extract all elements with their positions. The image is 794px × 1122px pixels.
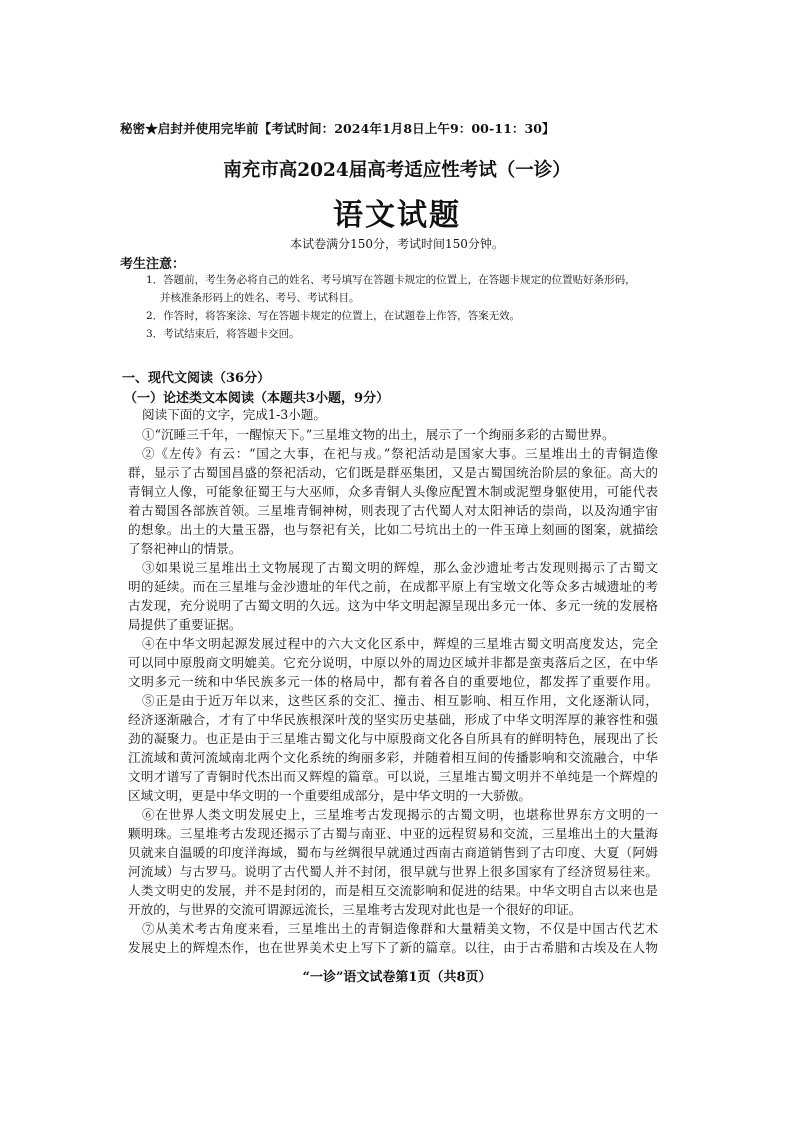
passage-line: 颗明珠。三星堆考古发现还揭示了古蜀与南亚、中亚的远程贸易和交流，三星堆出土的大量海 — [128, 826, 658, 841]
passage-line: ③如果说三星堆出土文物展现了古蜀文明的辉煌，那么金沙遗址考古发现则揭示了古蜀文 — [142, 560, 658, 575]
notice-item-3: 3．考试结束后，将答题卡交回。 — [146, 328, 300, 340]
passage-line: 河流域）与古罗马。说明了古代蜀人并不封闭，很早就与世界上很多国家有了经济贸易往来。 — [128, 864, 658, 879]
passage-line: ⑤正是由于近万年以来，这些区系的交汇、撞击、相互影响、相互作用，文化逐渐认同， — [142, 693, 658, 708]
passage-line: 局提供了重要证据。 — [128, 617, 242, 632]
passage-line: 青铜立人像，可能象征蜀王与大巫师，众多青铜人头像应配置木制或泥塑身躯使用，可能代表 — [128, 484, 658, 499]
passage-line: 人类文明史的发展，并不是封闭的，而是相互交流影响和促进的结果。中华文明自古以来也是 — [128, 883, 658, 898]
passage-line: ④在中华文明起源发展过程中的六大文化区系中，辉煌的三星堆古蜀文明高度发达，完全 — [142, 636, 658, 651]
passage-line: 劲的凝聚力。也正是由于三星堆古蜀文化与中原殷商文化各自所具有的鲜明特色，展现出了长 — [128, 731, 658, 746]
passage-line: ⑦从美术考古角度来看，三星堆出土的青铜造像群和大量精美文物，不仅是中国古代艺术 — [142, 921, 658, 936]
notice-item-1: 1．答题前，考生务必将自己的姓名、考号填写在答题卡规定的位置上，在答题卡规定的位置贴好条形码， — [146, 274, 636, 286]
exam-title: 南充市高2024届高考适应性考试（一诊） — [223, 160, 571, 181]
passage-line: 可以同中原殷商文明媲美。它充分说明，中原以外的周边区域并非都是蛮夷落后之区，在中华 — [128, 655, 658, 670]
passage-line: 区域文明，更是中华文明的一个重要组成部分，是中华文明的一大骄傲。 — [128, 788, 531, 803]
passage-line: ⑥在世界人类文明发展史上，三星堆考古发现揭示的古蜀文明，也堪称世界东方文明的一 — [142, 807, 658, 822]
passage-line: 江流域和黄河流域南北两个文化系统的绚丽多彩，并随着相互间的传播影响和交流融合，中华 — [128, 750, 658, 765]
subsection-heading: （一）论述类文本阅读（本题共3小题，9分） — [124, 391, 390, 406]
notice-item-1-cont: 并核准条形码上的姓名、考号、考试科目。 — [160, 292, 360, 304]
instruction: 阅读下面的文字，完成1-3小题。 — [142, 407, 326, 422]
passage-line: ②《左传》有云：“国之大事，在祀与戎。”祭祀活动是国家大事。三星堆出土的青铜造像 — [142, 446, 658, 461]
passage-line: 文明多元一统和中华民族多元一体的格局中，都有着各自的重要地位，都发挥了重要作用。 — [128, 674, 658, 689]
passage-line: ①“沉睡三千年，一醒惊天下。”三星堆文物的出土，展示了一个绚丽多彩的古蜀世界。 — [142, 427, 615, 442]
passage-line: 经济逐渐融合，才有了中华民族根深叶茂的坚实历史基础，形成了中华文明浑厚的兼容性和强 — [128, 712, 658, 727]
passage-line: 文明才谱写了青铜时代杰出而又辉煌的篇章。可以说，三星堆古蜀文明并不单纯是一个辉煌的 — [128, 769, 658, 784]
notice-heading: 考生注意： — [120, 257, 186, 272]
passage-line: 了祭祀神山的情景。 — [128, 541, 242, 556]
passage-line: 明的延续。而在三星堆与金沙遗址的年代之前，在成都平原上有宝墩文化等众多古城遗址的考 — [128, 579, 658, 594]
notice-item-2: 2．作答时，将答案涂、写在答题卡规定的位置上，在试题卷上作答，答案无效。 — [146, 310, 521, 322]
passage-line: 发展史上的辉煌杰作，也在世界美术史上写下了新的篇章。以往，由于古希腊和古埃及在人物 — [128, 940, 658, 955]
passage-line: 开放的，与世界的交流可谓源远流长，三星堆考古发现对此也是一个很好的印证。 — [128, 902, 582, 917]
passage-line: 的想象。出土的大量玉器，也与祭祀有关，比如二号坑出土的一件玉璋上刻画的图案，就描绘 — [128, 522, 658, 537]
page-footer: “一诊”语文试卷第1页（共8页） — [302, 970, 492, 985]
section-heading: 一、现代文阅读（36分） — [122, 371, 271, 386]
exam-info: 本试卷满分150分，考试时间150分钟。 — [290, 237, 504, 251]
subject-title: 语文试题 — [333, 198, 461, 233]
passage-line: 着古蜀国各部族首领。三星堆青铜神树，则表现了古代蜀人对太阳神话的崇尚，以及沟通宇宙 — [128, 503, 658, 518]
passage-line: 群，显示了古蜀国昌盛的祭祀活动，它们既是群巫集团，又是古蜀国统治阶层的象征。高大的 — [128, 465, 658, 480]
secret-notice: 秘密★启封并使用完毕前【考试时间：2024年1月8日上午9：00-11：30】 — [120, 121, 555, 136]
passage-line: 古发现，充分说明了古蜀文明的久远。这为中华文明起源呈现出多元一体、多元一统的发展格 — [128, 598, 658, 613]
passage-line: 贝就来自温暖的印度洋海域，蜀布与丝绸很早就通过西南古商道销售到了古印度、大夏（阿姆 — [128, 845, 658, 860]
